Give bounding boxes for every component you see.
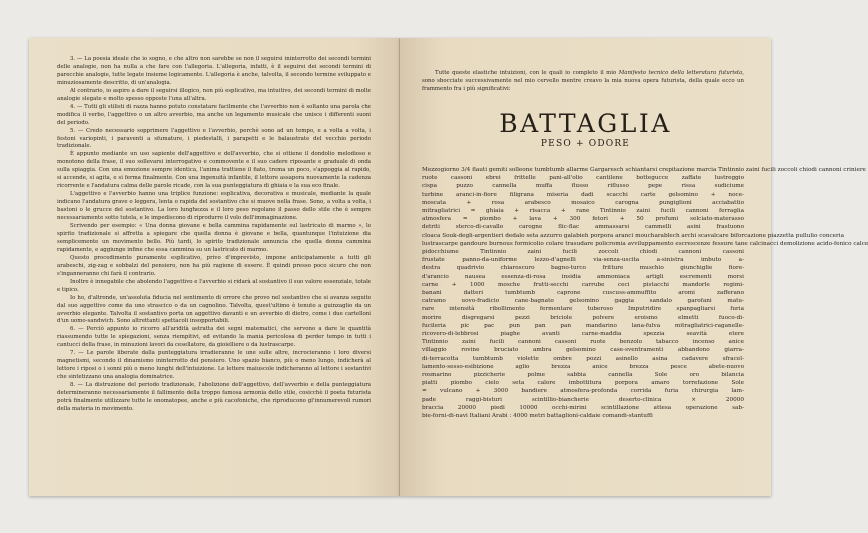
- poem-line: catramo uovo-fradicio cane-bagnato gelsomino gaggia sandalo garofani matu-: [422, 298, 744, 305]
- manifesto-paragraph: È appunto mediante un uso sapiente dell'aggettivo e dell'avverbio, che si ottiene il dondolio melodioso e monotono della frase, il suo sollevarsi interrogativo e commovente e il suo cadere riposante e graduale di onda sulla spiaggia. Con una emozione sempre identica, l'anima trattiene il fiato, trema un poco, s'appoggia al rapido, si accende, si agita, e si ferma finalmente. Con una ingenuità infantile, il lettore assapora nuovamente la cadenza ricorrente e l'andatura calma delle parole ricade, con la sua punteggiatura di ghiaia e la sua eco finale.: [57, 151, 371, 190]
- manifesto-paragraph: 6. — Perciò appunto io ricorro all'aridità astratta dei segni matematici, che servono a dare le quantità riassumendo tutte le spiegazioni, senza riempitivi, ed evitando la mania pericolosa di perder tempo in tutti i cantucci della frase, in minuzioni lavori da cesellatore, da gioielliere o da lustrascarpe.: [57, 326, 371, 349]
- manifesto-paragraph: Al contrario, io aspiro a dare il seguirsi illogico, non più esplicativo, ma intuitivo, dei secondi termini di molte analogie slegate e molto spesso opposte l'una all'altra.: [57, 87, 371, 102]
- poem-line: mitragliatrici = ghiaia + risacca + rane Tintinnio zaini fucili cannoni ferraglia: [422, 208, 744, 215]
- poem-line: atmosfera = piombo + lava + 300 fetori + 50 profumi selciato-materasso: [422, 216, 744, 223]
- poem-line: fucileria pic pac pun pan pan mandarino lana-fulva mitragliatrici-raganelle-: [422, 322, 744, 329]
- poem-line: piatti piombo cielo seta calore imbottitura porpora amaro torrefazione Sole: [422, 380, 744, 387]
- manifesto-title-italic: Manifesto tecnico della letteratura futurista: [618, 70, 743, 76]
- poem-line: ruote cassoni ebrei frittelle pani-all'olio cantilene bottegucce zaffate lustreggio: [422, 175, 744, 182]
- left-page: [29, 38, 400, 496]
- poem-line: braccia 20000 piedi 10000 occhi-mirini scintillazione attesa operazione sab-: [422, 404, 744, 411]
- right-page: [400, 38, 868, 496]
- poem-body: [422, 166, 868, 420]
- poem-line: ricovero-di-lebbrosi piaghe avanti carne-maddia spezzia seavità etere: [422, 331, 744, 338]
- poem-title: BATTAGLIA: [499, 109, 672, 138]
- poem-line: destra quadrivio chiaroscuro bagno-turco fritture muschio giunchiglie fiore-: [422, 265, 744, 272]
- poem-line: turbine aranci-in-fiore filigrana miseria dadi scacchi carte gelsomino + noce-: [422, 191, 744, 198]
- poem-line: moscata + rosa arabesco mosaico carogna pungiglioni acciabattio: [422, 199, 744, 206]
- poem-line: lustrascarpe gandoure burnous formicolio colare trasudare policromia avviluppamento escrescenze fessure tane calcinacci demolizione acido-fenico calce: [422, 240, 868, 247]
- manifesto-paragraph: L'aggettivo e l'avverbio hanno una triplice funzione: esplicativa, decorativa e musicale, mediante la quale indicano l'andatura grave o leggera, lenta o rapida del sostantivo che si muove nella frase. Sono, a volta a volta, i bastoni o le grucce del sostantivo. La loro lunghezza e il loro peso regolano il passo dello stile che è sempre necessariamente sotto tutela, e le impediscono di riprodurre il volo dell'immaginazione.: [57, 191, 371, 222]
- poem-line: rare intensità ribollimento fermentare tuberoso Imputridire spanpagliarsi furia: [422, 306, 744, 313]
- poem-line: banani datteri tumbtumb caprone cuscuss-ammuffito aromi zafferano: [422, 290, 744, 297]
- manifesto-paragraph: 4. — Tutti gli stilisti di razza hanno potuto constatare facilmente che l'avverbio non è soltanto una parola che modifica il verbo, l'aggettivo o un altro avverbio, ma anche un legamento musicale che unisce i differenti suoni del periodo.: [57, 103, 371, 126]
- manifesto-paragraph: Inoltre è innegabile che abolendo l'aggettivo e l'avverbio si ridarà al sostantivo il suo valore essenziale, totale e tipico.: [57, 278, 371, 293]
- poem-line: bie-forni-di-navi Italiani Arabi : 4000 metri battaglioni-caldaie comandi-stantuffi: [422, 413, 653, 420]
- manifesto-paragraph: 8. — La distruzione del periodo tradizionale, l'abolizione dell'aggettivo, dell'avverbio e della punteggiatura determineranno necessariamente il fallimento della troppo famosa armonia dello stile, cosicchè il poeta futurista potrà finalmente utilizzare tutte le onomatopee, anche e più cacofoniche, che riproducono gl'innumerevoli rumori della materia in movimento.: [57, 382, 371, 412]
- poem-subtitle: PESO + ODORE: [540, 139, 631, 149]
- poem-line: Tintinnio zaini fucili cannoni cassoni ruote benzolo tabacco incenso anice: [422, 339, 744, 346]
- poem-line: = vulcano + 3000 bandiere atmosfera-profonda corrida furia chirurgia lam-: [422, 388, 744, 395]
- intro-paragraph: Tutte queste elastiche intuizioni, con le quali io completo il mio Manifesto tecnico della letteratura futurista, sono sbocciate successivamente nel mio cervello mentre creavo la mia nuova opera futurista, della quale ecco un frammento fra i più significativi:: [422, 70, 744, 92]
- poem-line: Mezzogiorno 3/4 flauti gemiti solleone tumbtumb allarme Gargaresch schiantarsi crepitazione marcia Tintinnio zaini fucili zoccoli chiodi cannoni criniere: [422, 167, 866, 173]
- manifesto-paragraph: 5. — Credo necessario sopprimere l'aggettivo e l'avverbio, perchè sono ad un tempo, e a volta a volta, i festoni variopinti, i paraventi a sfumature, i piedestalli, i parapetti e le balaustrate del vecchio periodo tradizionale.: [57, 127, 371, 150]
- poem-line: cispa puzzo cannella muffa flusso riflusso pepe rissa sudiciume: [422, 183, 744, 190]
- poem-line: pidocchiume Tintinnio zaini fucili zoccoli chiodi cannoni cassoni: [422, 249, 744, 256]
- poem-line: rosmarino pizzicherie polme sabbia cannella Sole oro bilancia: [422, 372, 744, 379]
- manifesto-paragraph: 3. — La poesia ideale che io sogno, e che altro non sarebbe se non il seguirsi ininterrotto dei secondi termini delle analogie, non ha nulla a che fare con l'allegoria. L'allegoria, infatti, è il seguirsi dei secondi termini di parecchie analogie, tutte legate insieme logicamente. L'allegoria è anche, talvolta, il secondo termine sviluppato e minuziosamente descritto, di un'analogia.: [57, 56, 371, 86]
- manifesto-paragraph: 7. — Le parole liberate dalla punteggiatura irradieranne le une sulle altre, incrocieranno i loro diversi magnetismi, secondo il dinamismo ininterrotto del pensiero. Uno spazio bianco, più o meno lungo, indicherà al lettore i riposi o i sonni più o meno lunghi dell'intuizione. Le lettere maiuscole indicheranno al lettore i sostantivi che sintetizzano una analogia dominatrice.: [57, 350, 371, 381]
- booklet-spread: [29, 38, 868, 496]
- poem-line: lamento-sesso-esibizione aglio brezza anice brezza pesce abete-nuovo: [422, 363, 744, 370]
- manifesto-paragraph: Io ho, d'altronde, un'assoluta fiducia nel sentimento di orrore che provo nel sostantivo che si avanza seguito dal suo aggettivo come da uno strascico o da un cagnolino. Talvolta, quest'ultimo è tenuto a guinzaglio da un avverbio elegante. Talvolta il sostantivo porta un aggettivo davanti e un avverbio di dietro, come i due cartelloni d'un uomo-sandwich. Sono altrettanti spettacoli insopportabili.: [57, 294, 371, 325]
- poem-line: carne + 1000 mosche frutti-secchi carrube ceci pistacchi mandorle regimi-: [422, 281, 744, 288]
- manifesto-paragraph: Scrivendo per esempio: « Una donna giovane e bella cammina rapidamente sul lastricato di marmo », lo spirito tradizionale si affretta a spiegare che quella donna è giovane e bella, quantunque l'intuizione dia semplicemente un movimento bello. Più tardi, lo spirito tradizionale annuncia che quella donna cammina rapidamente, e aggiunge infine che essa cammina su un lastricato di marmo.: [57, 223, 371, 253]
- poem-line: detriti sterco-di-cavallo carogne flic-flac ammassarsi cammelli asini frastuono: [422, 224, 744, 231]
- poem-line: frustate panno-da-uniforme lezzo-d'agnelli via-senza-uscita a-sinistra imbuto a-: [422, 257, 744, 264]
- poem-line: d'arancio nausea essenza-di-rosa insidia ammoniaca artigli escrementi morsi: [422, 273, 744, 280]
- poem-line: villaggio rovine bruciato ambra gelsomino case-sventramenti abbandono giarra-: [422, 347, 744, 354]
- poem-line: cloaca Souk-degli-argentieri dedalo seta azzurro galabieh porpora aranci moucharablech archi scavalcare biforcazione piazzetta pullulio conceria: [422, 232, 844, 239]
- poem-line: pade raggi-bisturi scintillio-biancherie deserto-clinica × 20000: [422, 396, 744, 403]
- poem-line: di-terracotta tumbtumb violette ombre pozzi asinello asina cadavere sfracel-: [422, 355, 744, 362]
- manifesto-paragraph: Questo procedimento puramente esplicativo, privo d'imprevisto, impone anticipatamente a tutti gli arabeschi, zig-zag e sobbalzi del pensiero, non ha più ragione di essere. È quindi presso poco sicuro che non s'inganneranno chi farà il contrario.: [57, 254, 371, 277]
- poem-line: morire disgregarsi pezzi briciole polvere eroismo elmetti fuoco-di-: [422, 314, 744, 321]
- manifesto-text-column: [57, 56, 371, 414]
